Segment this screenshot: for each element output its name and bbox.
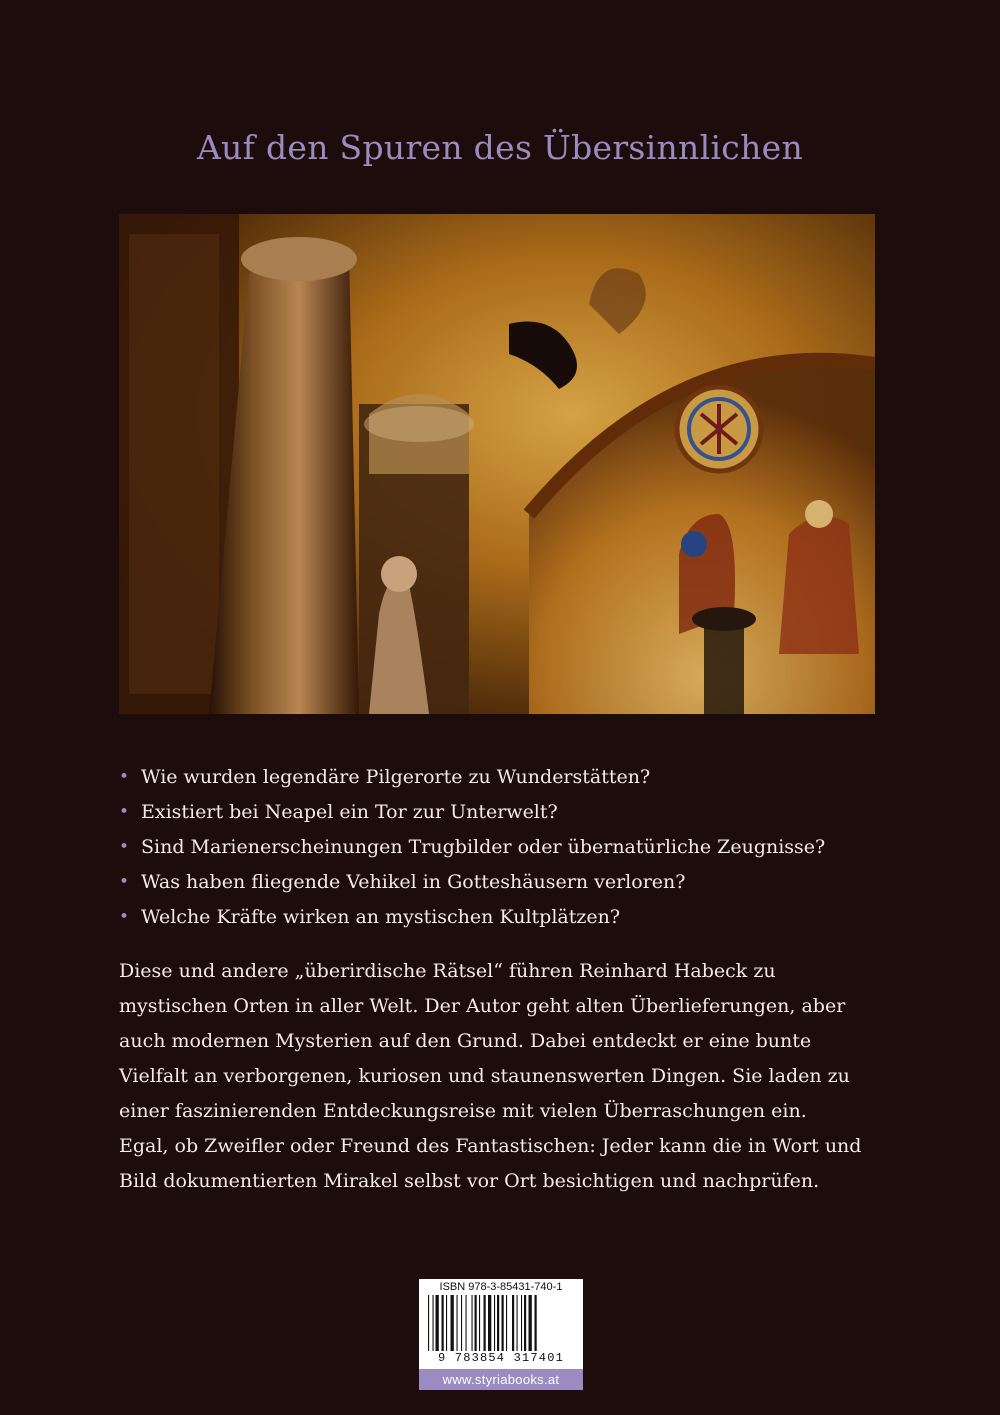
list-item bbox=[119, 865, 919, 900]
bullet-icon: • bbox=[119, 907, 130, 927]
list-item bbox=[119, 900, 919, 935]
blurb-line: Bild dokumentierten Mirakel selbst vor Ort besichtigen und nachprüfen. bbox=[119, 1170, 820, 1192]
barcode-bar bbox=[475, 1295, 477, 1351]
barcode-bars-icon bbox=[428, 1295, 574, 1351]
list-item bbox=[119, 830, 919, 865]
question-list bbox=[119, 760, 919, 935]
bullet-icon: • bbox=[119, 837, 130, 857]
barcode-bar bbox=[497, 1295, 499, 1351]
question-text: Was haben fliegende Vehikel in Gotteshäusern verloren? bbox=[141, 871, 686, 893]
question-text: Wie wurden legendäre Pilgerorte zu Wunderstätten? bbox=[141, 766, 651, 788]
blurb-line: mystischen Orten in aller Welt. Der Autor geht alten Überlieferungen, aber bbox=[119, 995, 846, 1017]
list-item bbox=[119, 795, 919, 830]
question-text: Sind Marienerscheinungen Trugbilder oder übernatürliche Zeugnisse? bbox=[141, 836, 826, 858]
blurb-paragraph bbox=[119, 954, 909, 1199]
bullet-icon: • bbox=[119, 767, 130, 787]
barcode-bar bbox=[472, 1295, 473, 1351]
isbn-barcode bbox=[419, 1279, 583, 1369]
mosaic-chapel-illustration bbox=[119, 214, 875, 714]
barcode-bar bbox=[442, 1295, 444, 1351]
question-text: Existiert bei Neapel ein Tor zur Unterwelt? bbox=[141, 801, 558, 823]
barcode-bar bbox=[494, 1295, 495, 1351]
barcode-bar bbox=[479, 1295, 480, 1351]
barcode-bar bbox=[529, 1295, 532, 1351]
bullet-icon: • bbox=[119, 802, 130, 822]
barcode-bar bbox=[446, 1295, 447, 1351]
list-item bbox=[119, 760, 919, 795]
barcode-bar bbox=[466, 1295, 467, 1351]
publisher-website[interactable]: www.styriabooks.at bbox=[419, 1369, 583, 1390]
barcode-bar bbox=[457, 1295, 458, 1351]
barcode-bar bbox=[433, 1295, 434, 1351]
blurb-line: auch modernen Mysterien auf den Grund. Dabei entdeckt er eine bunte bbox=[119, 1030, 812, 1052]
barcode-bar bbox=[428, 1295, 429, 1351]
barcode-bar bbox=[521, 1295, 522, 1351]
barcode-digits: 9 783854 317401 bbox=[437, 1351, 565, 1365]
cover-heading: Auf den Spuren des Übersinnlichen bbox=[196, 128, 804, 167]
barcode-bar bbox=[484, 1295, 486, 1351]
question-text: Welche Kräfte wirken an mystischen Kultplätzen? bbox=[141, 906, 621, 928]
barcode-bar bbox=[512, 1295, 514, 1351]
isbn-label: ISBN 978-3-85431-740-1 bbox=[439, 1281, 563, 1293]
barcode-bar bbox=[502, 1295, 504, 1351]
barcode-bar bbox=[461, 1295, 462, 1351]
barcode-bar bbox=[517, 1295, 518, 1351]
cover-photo-mosaic-chapel bbox=[119, 214, 875, 714]
barcode-bar bbox=[524, 1295, 526, 1351]
barcode-bar bbox=[488, 1295, 491, 1351]
barcode-bar bbox=[506, 1295, 507, 1351]
blurb-line: Vielfalt an verborgenen, kuriosen und staunenswerten Dingen. Sie laden zu bbox=[119, 1065, 850, 1087]
barcode-bar bbox=[436, 1295, 439, 1351]
barcode-bar bbox=[535, 1295, 537, 1351]
blurb-line: Diese und andere „überirdische Rätsel“ führen Reinhard Habeck zu bbox=[119, 960, 776, 982]
bullet-icon: • bbox=[119, 872, 130, 892]
blurb-line: einer faszinierenden Entdeckungsreise mit vielen Überraschungen ein. bbox=[119, 1100, 807, 1122]
blurb-line: Egal, ob Zweifler oder Freund des Fantastischen: Jeder kann die in Wort und bbox=[119, 1135, 862, 1157]
barcode-bar bbox=[451, 1295, 454, 1351]
